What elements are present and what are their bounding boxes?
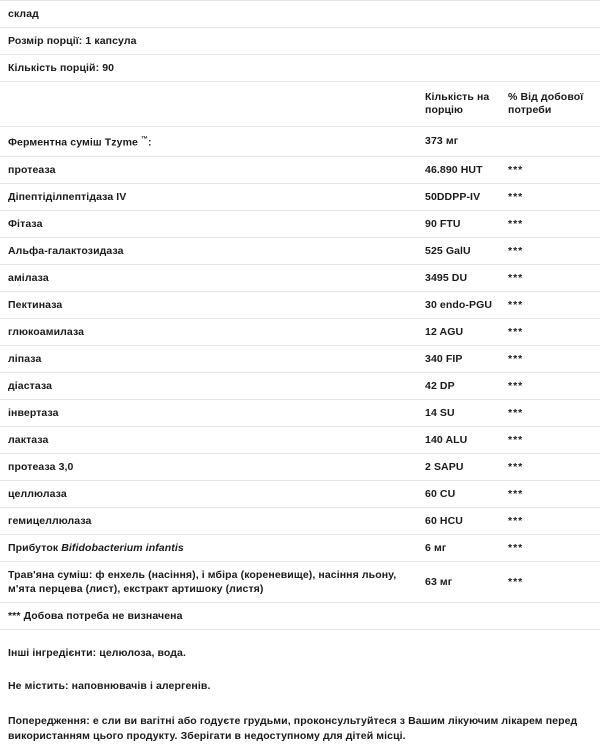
table-footer — [0, 602, 600, 629]
notes-section — [0, 646, 600, 744]
amount-per-serving-value: 525 GalU — [417, 237, 500, 264]
percent-daily-value: *** — [500, 237, 600, 264]
percent-daily-value: *** — [500, 480, 600, 507]
amount-per-serving-value: 140 ALU — [417, 426, 500, 453]
ingredient-name: Діпептіділпептідаза IV — [0, 183, 417, 210]
ingredient-name: Прибуток Bifidobacterium infantis — [0, 534, 417, 561]
table-row — [0, 291, 600, 318]
supplement-facts-table — [0, 81, 600, 630]
table-row — [0, 453, 600, 480]
ingredient-name: Пектиназа — [0, 291, 417, 318]
table-row — [0, 210, 600, 237]
ingredient-name: інвертаза — [0, 399, 417, 426]
table-row — [0, 372, 600, 399]
table-row — [0, 426, 600, 453]
percent-daily-value: *** — [500, 534, 600, 561]
free-from-note: Не містить: наповнювачів і алергенів. — [8, 679, 211, 692]
amount-per-serving-value: 46.890 HUT — [417, 156, 500, 183]
percent-daily-value: *** — [500, 291, 600, 318]
table-row — [0, 318, 600, 345]
ingredient-name: Фітаза — [0, 210, 417, 237]
ingredient-name: Трав'яна суміш: ф енхель (насіння), і мбіра (кореневище), насіння льону, м'ята перцева (лист), екстракт артишоку (листя) — [0, 561, 417, 602]
table-row — [0, 561, 600, 602]
percent-daily-value: *** — [500, 399, 600, 426]
column-header-name — [0, 82, 417, 127]
table-row — [0, 507, 600, 534]
table-body — [0, 127, 600, 603]
amount-per-serving-value: 90 FTU — [417, 210, 500, 237]
serving-size: Розмір порції: 1 капсула — [0, 27, 600, 54]
column-header-amount-per-serving: Кількість на порцію — [417, 82, 500, 127]
amount-per-serving-value: 3495 DU — [417, 264, 500, 291]
ingredient-name: діастаза — [0, 372, 417, 399]
ingredient-name: Ферментна суміш Tzyme ™: — [0, 127, 417, 157]
column-header-percent-daily-value: % Від добової потреби — [500, 82, 600, 127]
daily-value-footnote-row — [0, 602, 600, 629]
amount-per-serving-value: 14 SU — [417, 399, 500, 426]
percent-daily-value: *** — [500, 345, 600, 372]
ingredient-name: лактаза — [0, 426, 417, 453]
amount-per-serving-value: 6 мг — [417, 534, 500, 561]
percent-daily-value: *** — [500, 507, 600, 534]
amount-per-serving-value: 2 SAPU — [417, 453, 500, 480]
table-row — [0, 534, 600, 561]
table-row — [0, 156, 600, 183]
warning-note: Попередження: е сли ви вагітні або годуєте грудьми, проконсультуйтеся з Вашим лікуючим лікарем перед використанням цього продукту. Зберігати в недоступному для дітей місці. — [8, 714, 578, 742]
ingredient-name: протеаза — [0, 156, 417, 183]
amount-per-serving-value: 50DDPP-IV — [417, 183, 500, 210]
amount-per-serving-value: 30 endo-PGU — [417, 291, 500, 318]
table-row — [0, 345, 600, 372]
daily-value-footnote: *** Добова потреба не визначена — [0, 602, 600, 629]
table-row — [0, 264, 600, 291]
ingredient-name: целлюлаза — [0, 480, 417, 507]
amount-per-serving-value: 373 мг — [417, 127, 500, 157]
percent-daily-value: *** — [500, 453, 600, 480]
table-row — [0, 183, 600, 210]
amount-per-serving-value: 42 DP — [417, 372, 500, 399]
table-row — [0, 237, 600, 264]
ingredient-name: ліпаза — [0, 345, 417, 372]
percent-daily-value: *** — [500, 156, 600, 183]
trademark-icon: ™ — [140, 136, 148, 143]
amount-per-serving-value: 12 AGU — [417, 318, 500, 345]
percent-daily-value: *** — [500, 561, 600, 602]
percent-daily-value: *** — [500, 318, 600, 345]
table-row — [0, 127, 600, 157]
percent-daily-value: *** — [500, 264, 600, 291]
servings-per-container: Кількість порцій: 90 — [0, 54, 600, 81]
percent-daily-value: *** — [500, 372, 600, 399]
table-row — [0, 480, 600, 507]
species-name: Bifidobacterium infantis — [61, 541, 184, 554]
amount-per-serving-value: 60 HCU — [417, 507, 500, 534]
percent-daily-value: *** — [500, 210, 600, 237]
table-header-row — [0, 82, 600, 127]
panel-title: склад — [0, 0, 600, 27]
other-ingredients-note: Інші інгредієнти: целюлоза, вода. — [8, 646, 187, 659]
amount-per-serving-value: 63 мг — [417, 561, 500, 602]
table-row — [0, 399, 600, 426]
ingredient-name: глюкоамилаза — [0, 318, 417, 345]
amount-per-serving-value: 60 CU — [417, 480, 500, 507]
percent-daily-value — [500, 127, 600, 157]
percent-daily-value: *** — [500, 426, 600, 453]
percent-daily-value: *** — [500, 183, 600, 210]
amount-per-serving-value: 340 FIP — [417, 345, 500, 372]
ingredient-name: амілаза — [0, 264, 417, 291]
ingredient-name: протеаза 3,0 — [0, 453, 417, 480]
table-header — [0, 82, 600, 127]
ingredient-name: Альфа-галактозидаза — [0, 237, 417, 264]
ingredient-name: гемицеллюлаза — [0, 507, 417, 534]
